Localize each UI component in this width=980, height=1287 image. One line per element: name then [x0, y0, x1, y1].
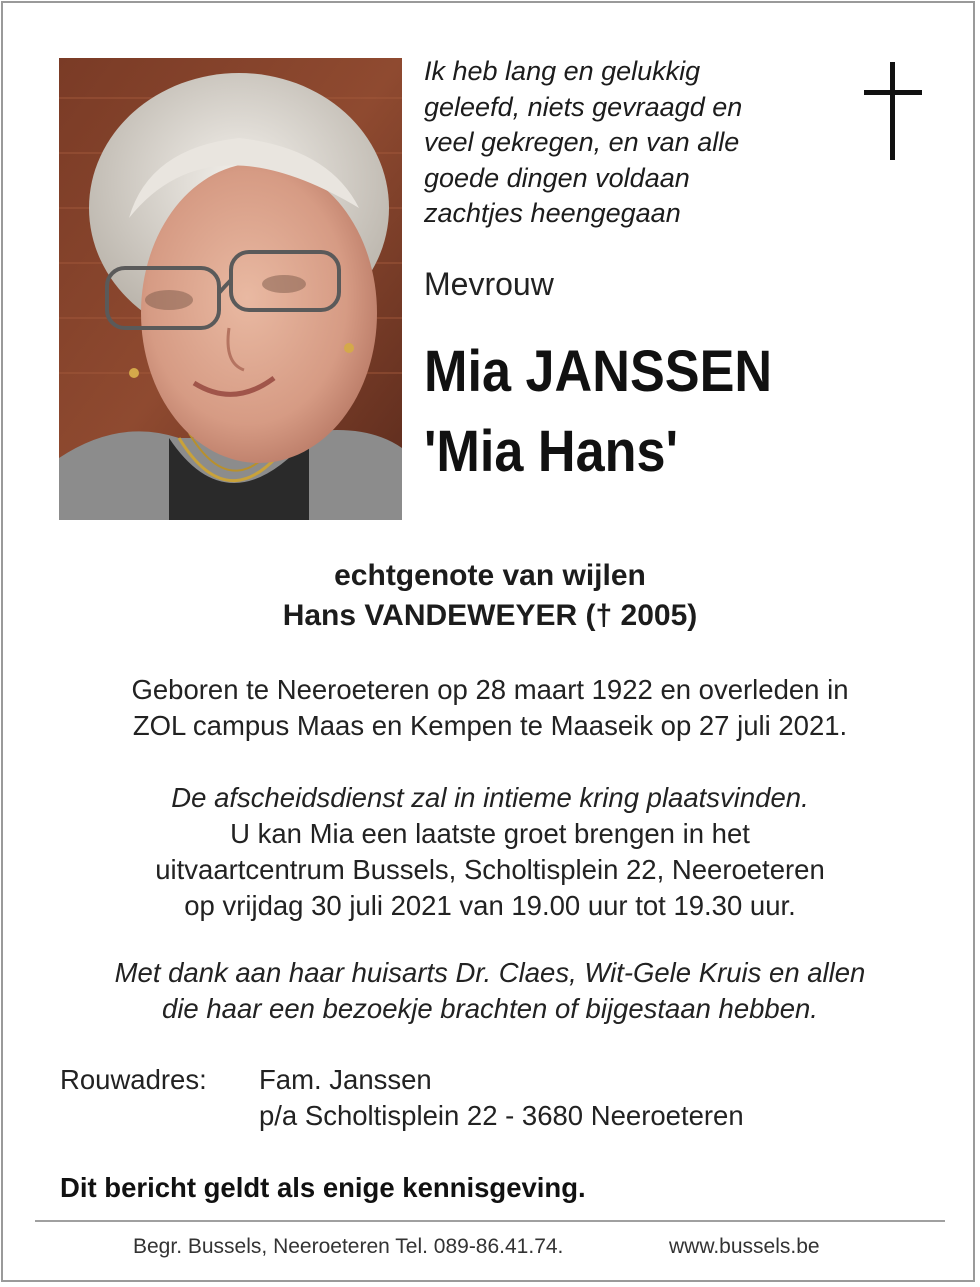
address-line: Fam. Janssen — [259, 1064, 432, 1095]
spouse-info — [0, 556, 980, 636]
spouse-name: Hans VANDEWEYER († 2005) — [282, 599, 698, 632]
poem-line: Ik heb lang en gelukkig — [424, 56, 701, 86]
website-link[interactable]: www.bussels.be — [669, 1235, 820, 1258]
poem-line: zachtjes heengegaan — [424, 198, 681, 228]
thanks-line: die haar een bezoekje brachten of bijgestaan hebben. — [162, 993, 818, 1024]
poem — [424, 54, 844, 232]
cross-icon — [864, 62, 922, 160]
death-line: ZOL campus Maas en Kempen te Maaseik op 27 juli 2021. — [132, 710, 848, 741]
service-line: op vrijdag 30 juli 2021 van 19.00 uur tot 19.30 uur. — [184, 890, 796, 921]
deceased-name-block — [424, 332, 772, 492]
service-line: U kan Mia een laatste groet brengen in het — [230, 818, 750, 849]
deceased-name: Mia JANSSEN — [424, 339, 773, 404]
spouse-line: echtgenote van wijlen — [334, 559, 646, 592]
service-line: uitvaartcentrum Bussels, Scholtisplein 22, Neeroeteren — [155, 854, 825, 885]
birth-death-info — [0, 672, 980, 744]
funeral-home-info: Begr. Bussels, Neeroeteren Tel. 089-86.41.74. — [133, 1235, 564, 1258]
address-label: Rouwadres: — [60, 1064, 207, 1095]
thanks-line: Met dank aan haar huisarts Dr. Claes, Wit-Gele Kruis en allen — [114, 957, 866, 988]
address-line: p/a Scholtisplein 22 - 3680 Neeroeteren — [259, 1100, 744, 1131]
poem-line: goede dingen voldaan — [424, 162, 690, 193]
birth-line: Geboren te Neeroeteren op 28 maart 1922 en overleden in — [131, 674, 849, 705]
address-lines — [259, 1062, 744, 1134]
deceased-nickname: 'Mia Hans' — [424, 419, 678, 484]
poem-line: geleefd, niets gevraagd en — [424, 91, 743, 122]
portrait-photo — [59, 58, 402, 520]
service-info — [0, 780, 980, 924]
service-line: De afscheidsdienst zal in intieme kring plaatsvinden. — [171, 782, 809, 813]
thanks-message — [0, 955, 980, 1027]
footer-divider — [35, 1220, 945, 1222]
salutation: Mevrouw — [424, 266, 554, 302]
poem-line: veel gekregen, en van alle — [424, 127, 740, 157]
notice-text: Dit bericht geldt als enige kennisgeving. — [60, 1172, 586, 1203]
